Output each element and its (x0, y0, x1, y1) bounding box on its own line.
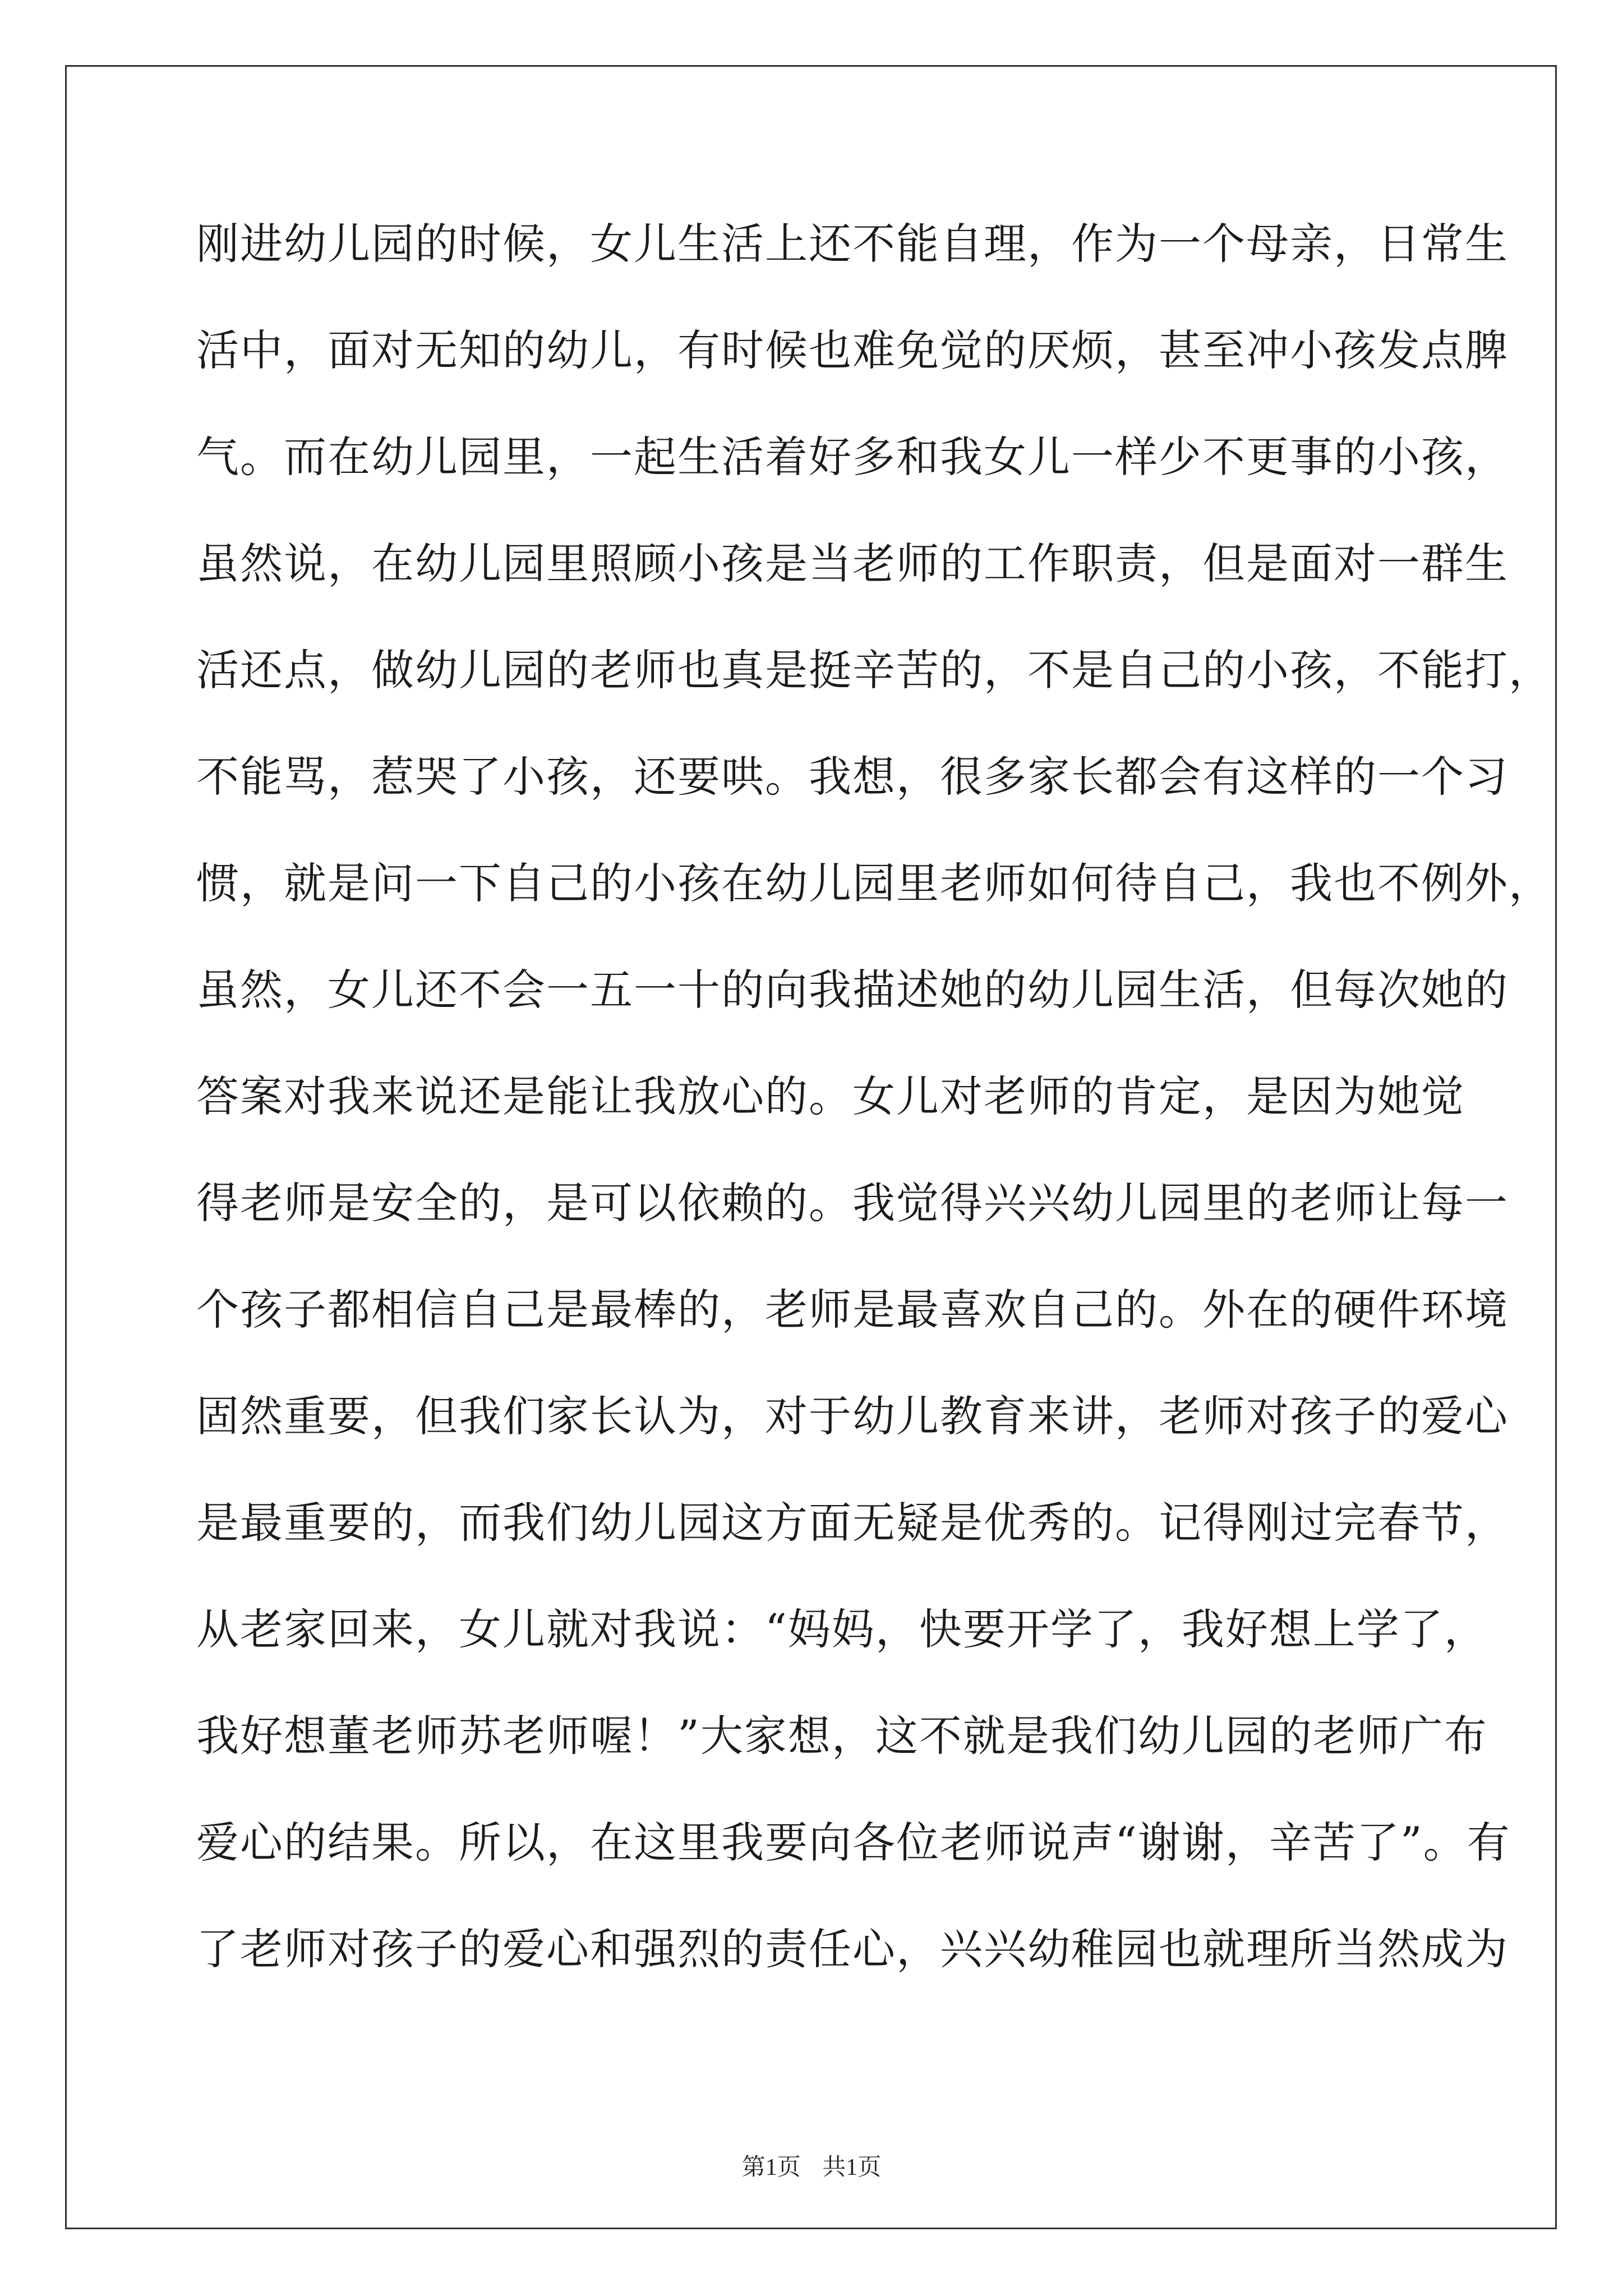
text-line: 不能骂，惹哭了小孩，还要哄。我想，很多家长都会有这样的一个习 (196, 752, 1509, 802)
text-line: 了老师对孩子的爱心和强烈的责任心，兴兴幼稚园也就理所当然成为 (196, 1924, 1509, 1974)
page-footer (0, 2148, 1623, 2182)
text-line: 是最重要的，而我们幼儿园这方面无疑是优秀的。记得刚过完春节， (196, 1498, 1509, 1548)
page-number: 第1页 (741, 2155, 801, 2180)
text-line: 固然重要，但我们家长认为，对于幼儿教育来讲，老师对孩子的爱心 (196, 1391, 1509, 1441)
text-line: 我好想董老师苏老师喔！”大家想，这不就是我们幼儿园的老师广布 (196, 1711, 1488, 1761)
text-line: 活中，面对无知的幼儿，有时候也难免觉的厌烦，甚至冲小孩发点脾 (196, 325, 1509, 375)
text-line: 刚进幼儿园的时候，女儿生活上还不能自理，作为一个母亲，日常生 (196, 219, 1509, 269)
page-total: 共1页 (822, 2155, 882, 2180)
text-line: 气。而在幼儿园里，一起生活着好多和我女儿一样少不更事的小孩， (196, 432, 1509, 482)
text-line: 从老家回来，女儿就对我说：“妈妈，快要开学了，我好想上学了， (196, 1604, 1488, 1654)
text-line: 虽然说，在幼儿园里照顾小孩是当老师的工作职责，但是面对一群生 (196, 539, 1509, 588)
text-line: 活还点，做幼儿园的老师也真是挺辛苦的，不是自己的小孩，不能打， (196, 645, 1552, 695)
text-line: 得老师是安全的，是可以依赖的。我觉得兴兴幼儿园里的老师让每一 (196, 1178, 1509, 1228)
document-body (196, 216, 1552, 2028)
text-line: 惯，就是问一下自己的小孩在幼儿园里老师如何待自己，我也不例外， (196, 858, 1552, 908)
text-line: 答案对我来说还是能让我放心的。女儿对老师的肯定，是因为她觉 (196, 1071, 1465, 1121)
text-line: 虽然，女儿还不会一五一十的向我描述她的幼儿园生活，但每次她的 (196, 965, 1509, 1015)
text-line: 爱心的结果。所以，在这里我要向各位老师说声“谢谢，辛苦了”。有 (196, 1818, 1511, 1867)
text-line: 个孩子都相信自己是最棒的，老师是最喜欢自己的。外在的硬件环境 (196, 1285, 1509, 1335)
